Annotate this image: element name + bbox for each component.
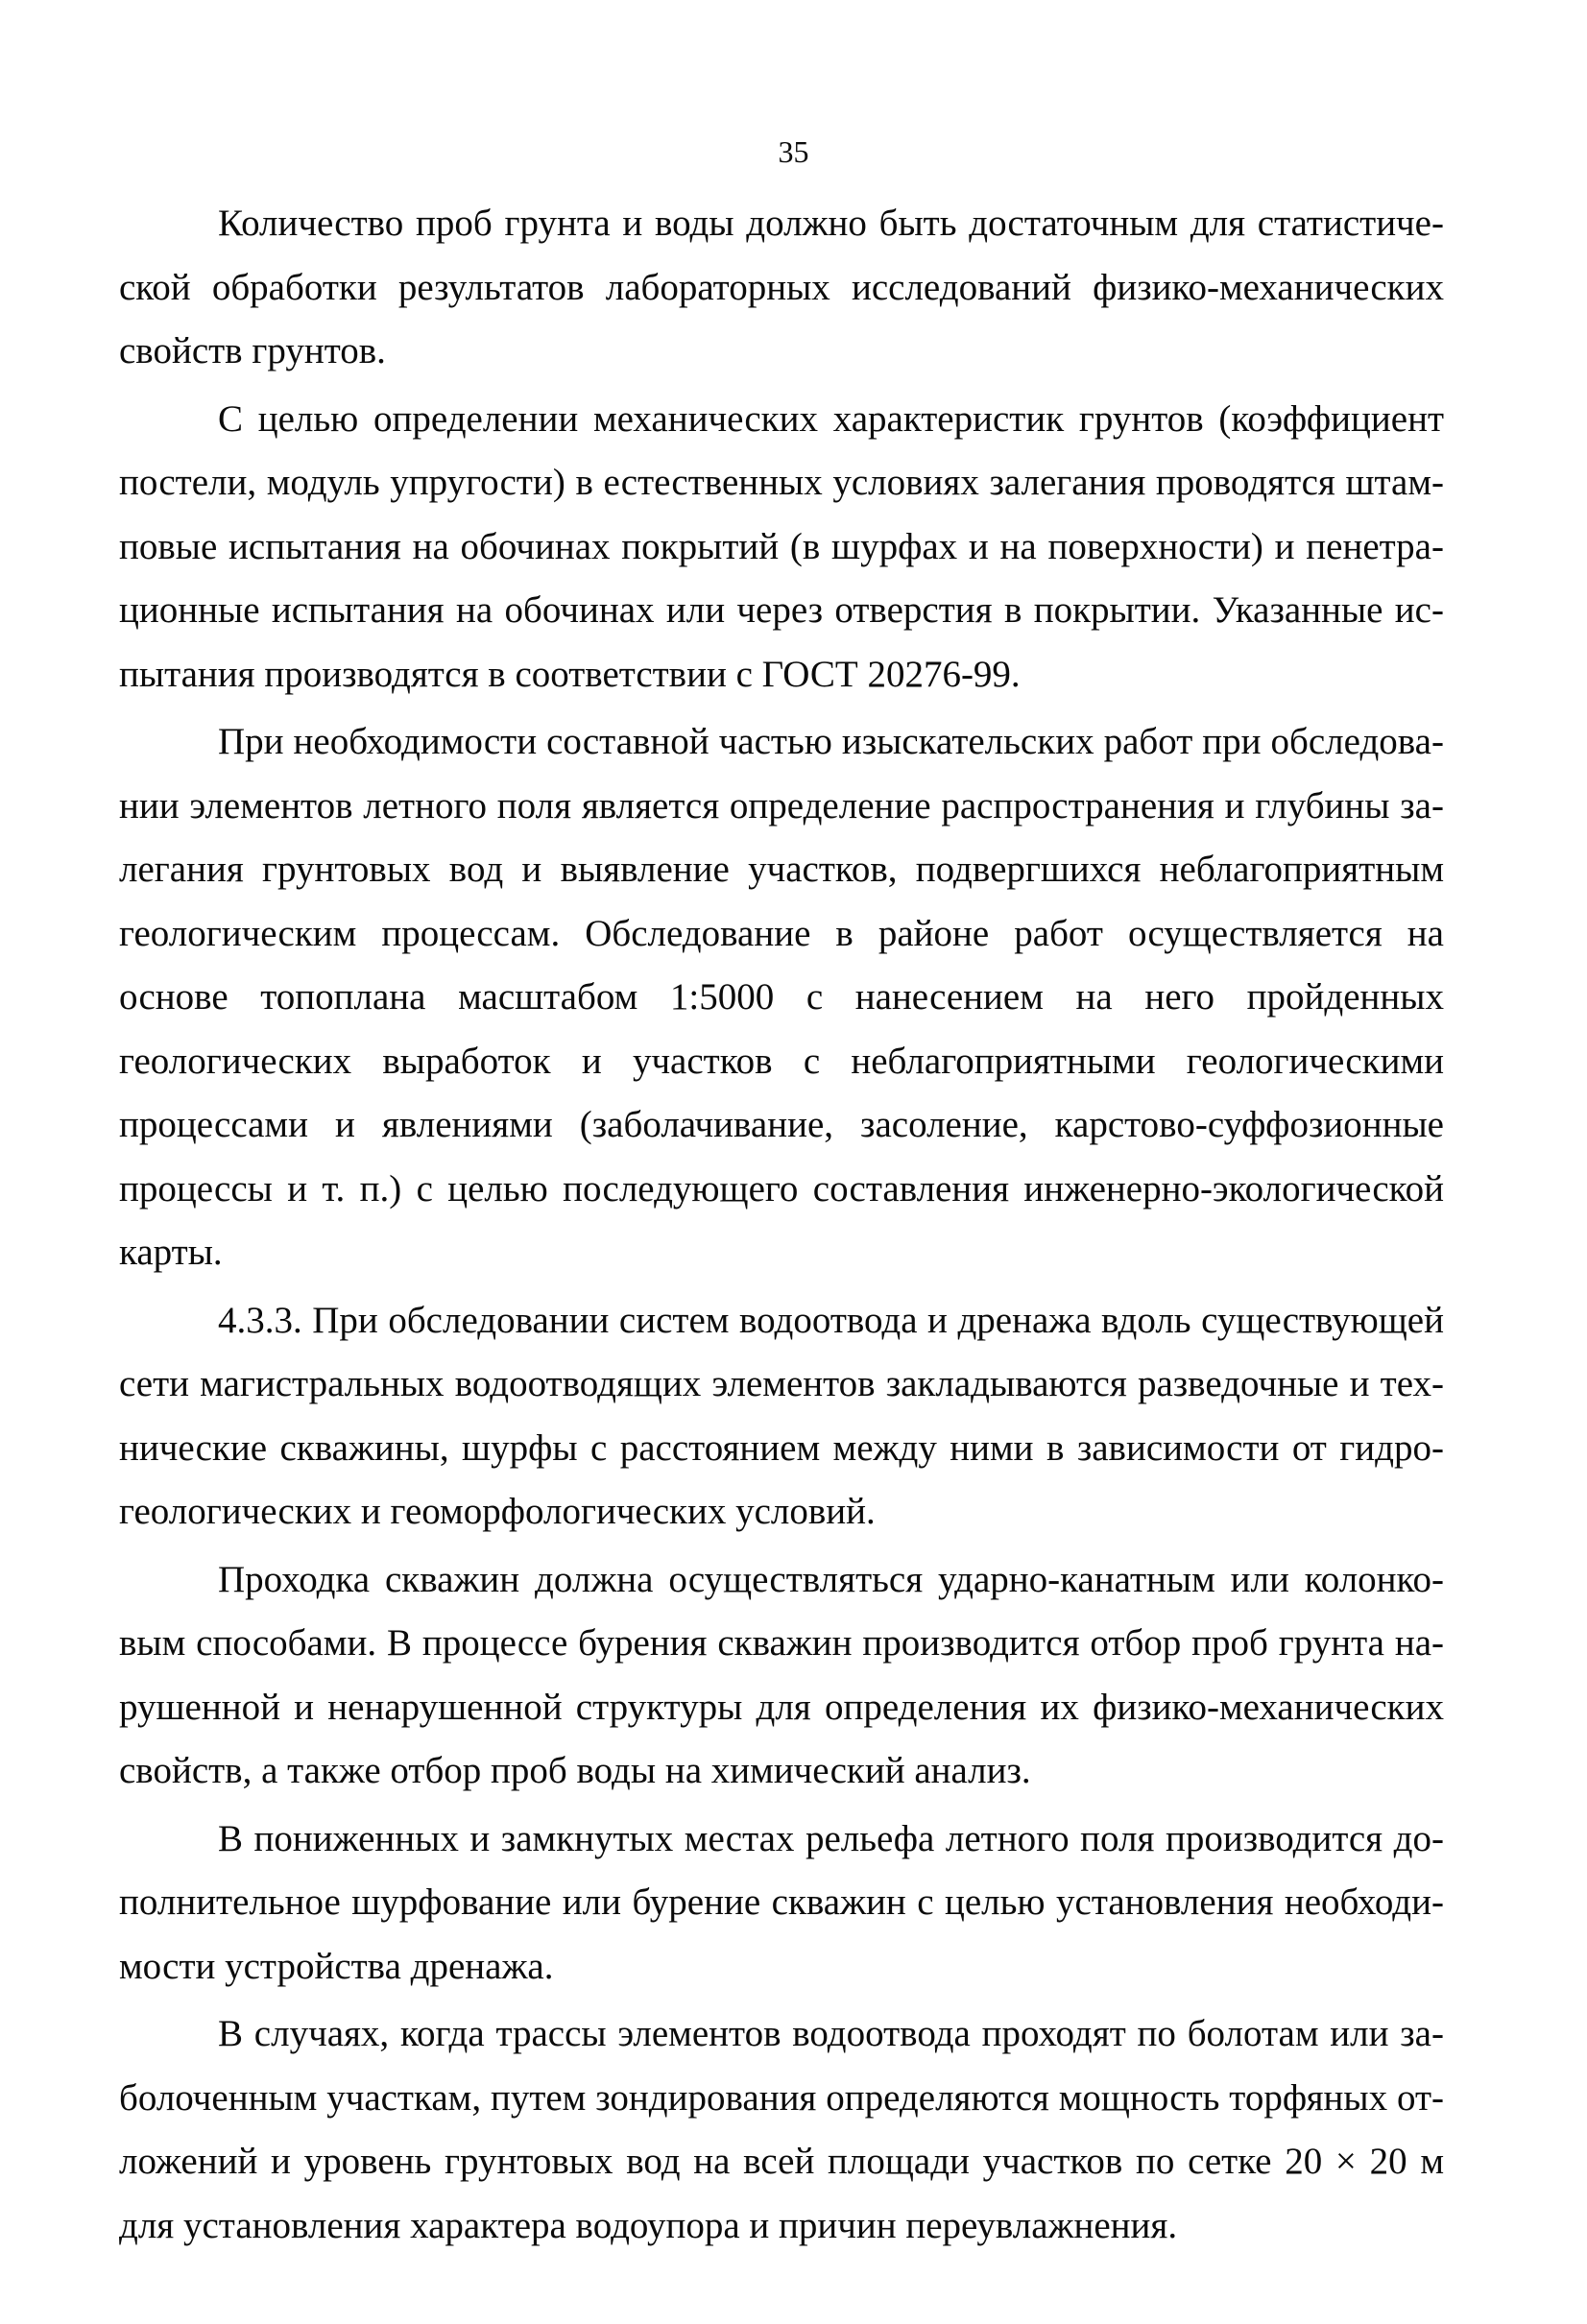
paragraph-section-4-3-3: 4.3.3. При обследовании систем водоотвода и дренажа вдоль существующей сети магистральных водоотводящих элементов закладываются разведочные и технические скважины, шурфы с расстоянием между ними в зависимости от гидрогеологических и геоморфологических условий. <box>119 1299 1444 1532</box>
paragraph-drilling: Проходка скважин должна осуществляться ударно-канатным или колонковым способами. В процессе бурения скважин производится отбор проб грунта нарушенной и ненарушенной структуры для определения их физико-механических свойств, а также отбор проб воды на химический анализ. <box>119 1558 1444 1791</box>
paragraph-sample-quantity: Количество проб грунта и воды должно быть достаточным для статистической обработки результатов лабораторных исследований физико-механических свойств грунтов. <box>119 203 1444 371</box>
document-body <box>119 192 1444 2258</box>
paragraph-groundwater-survey: При необходимости составной частью изыскательских работ при обследовании элементов летного поля является определение распространения и глубины залегания грунтовых вод и выявление участков, подвергшихся неблагоприятным геологическим процессам. Обследование в районе работ осуществляется на основе топоплана масштабом 1:5000 с нанесением на него пройденных геологических выработок и участков с неблагоприятными геологическими процессами и явлениями (заболачивание, засоление, карстово-суффозионные процессы и т. п.) с целью последующего составления инженерно-экологической карты. <box>119 721 1444 1273</box>
paragraph-drainage: В пониженных и замкнутых местах рельефа летного поля производится дополнительное шурфование или бурение скважин с целью установления необходимости устройства дренажа. <box>119 1817 1444 1987</box>
page-number: 35 <box>778 134 809 169</box>
paragraph-swamp-sounding: В случаях, когда трассы элементов водоотвода проходят по болотам или заболоченным участкам, путем зондирования определяются мощность торфяных отложений и уровень грунтовых вод на всей площади участков по сетке 20 × 20 м для установления характера водоупора и причин переувлажнения. <box>119 2013 1444 2246</box>
paragraph-stamp-tests: С целью определении механических характеристик грунтов (коэффициент постели, модуль упругости) в естественных условиях залегания проводятся штамповые испытания на обочинах покрытий (в шурфах и на поверхности) и пенетрационные испытания на обочинах или через отверстия в покрытии. Указанные испытания производятся в соответствии с ГОСТ 20276-99. <box>119 397 1444 695</box>
